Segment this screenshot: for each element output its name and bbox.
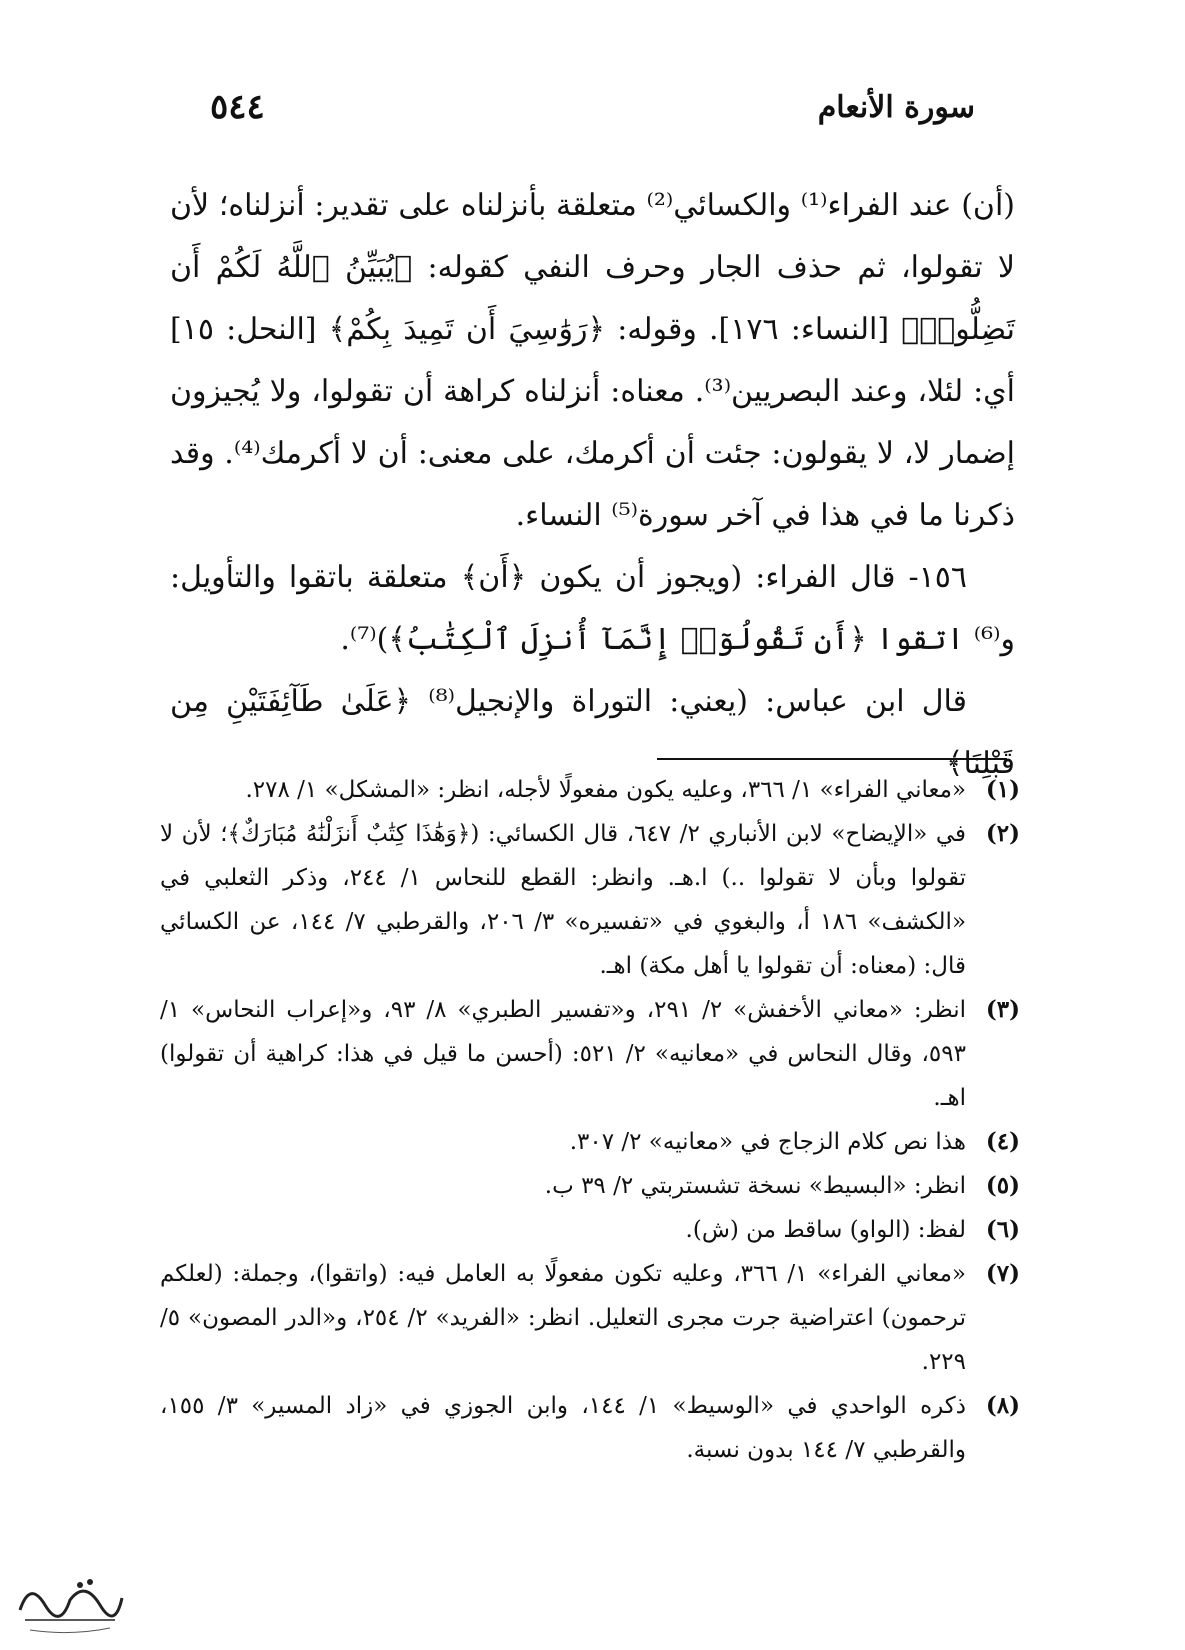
footnote-number: (٤) — [985, 1128, 1020, 1155]
page-number: ٥٤٤ — [210, 87, 265, 127]
main-paragraph: (أن) عند الفراء⁽¹⁾ والكسائي⁽²⁾ متعلقة بأنزلناه على تقدير: أنزلناه؛ لأن لا تقولوا، ثم حذف الجار وحرف النفي كقوله: ﴿يُبَيِّنُ ٱللَّهُ لَكُمْ أَن تَضِلُّوا۟﴾ [النساء: ١٧٦]. وقوله: ﴿رَوَٰسِيَ أَن تَمِيدَ بِكُمْ﴾ [النحل: ١٥] أي: لئلا، وعند البصريين⁽³⁾. معناه: أنزلناه كراهة أن تقولوا، ولا يُجيزون إضمار لا، لا يقولون: جئت أن أكرمك، على معنى: أن لا أكرمك⁽⁴⁾. وقد ذكرنا ما في هذا في آخر سورة⁽⁵⁾ النساء. — [170, 188, 1015, 533]
footnote-divider — [657, 758, 1007, 760]
footnote-number: (٢) — [985, 820, 1020, 847]
publisher-logo-icon — [10, 1560, 130, 1640]
footnote-text: في «الإيضاح» لابن الأنباري ٢/ ٦٤٧، قال الكسائي: (﴿وَهَٰذَا كِتَٰبٌ أَنزَلْنَٰهُ مُبَارَكٌ﴾؛ لأن لا تقولوا وبأن لا تقولوا ..) ا.هـ. وانظر: القطع للنحاس ١/ ٢٤٤، وذكر الثعلبي في «الكشف» ١٨٦ أ، والبغوي في «تفسيره» ٣/ ٢٠٦، والقرطبي ٧/ ١٤٤، عن الكسائي قال: (معناه: أن تقولوا يا أهل مكة) اهـ. — [160, 821, 967, 979]
footnotes — [160, 768, 1020, 1472]
footnote — [160, 768, 1020, 812]
footnote-number: (٣) — [985, 996, 1020, 1023]
footnote-number: (٧) — [985, 1260, 1020, 1287]
footnote — [160, 812, 1020, 988]
footnote-text: «معاني الفراء» ١/ ٣٦٦، وعليه تكون مفعولًا به العامل فيه: (واتقوا)، وجملة: (لعلكم ترحمون) اعتراضية جرت مجرى التعليل. انظر: «الفريد» ٢/ ٢٥٤، و«الدر المصون» ٥/ ٢٢٩. — [160, 1261, 967, 1375]
footnote-text: «معاني الفراء» ١/ ٣٦٦، وعليه يكون مفعولًا لأجله، انظر: «المشكل» ١/ ٢٧٨. — [245, 777, 966, 803]
footnote-text: هذا نص كلام الزجاج في «معانيه» ٢/ ٣٠٧. — [569, 1129, 966, 1155]
running-title: سورة الأنعام — [817, 89, 975, 125]
footnote — [160, 988, 1020, 1120]
footnote — [160, 1208, 1020, 1252]
main-text — [170, 175, 1015, 795]
footnote-text: انظر: «البسيط» نسخة تشستربتي ٢/ ٣٩ ب. — [544, 1173, 966, 1199]
footnote-text: ذكره الواحدي في «الوسيط» ١/ ١٤٤، وابن الجوزي في «زاد المسير» ٣/ ١٥٥، والقرطبي ٧/ ١٤٤ بدون نسبة. — [160, 1393, 967, 1463]
footnote — [160, 1384, 1020, 1472]
footnote-number: (٦) — [985, 1216, 1020, 1243]
footnote — [160, 1252, 1020, 1384]
main-paragraph: ١٥٦- قال الفراء: (ويجوز أن يكون ﴿أَن﴾ متعلقة باتقوا والتأويل: و⁽⁶⁾ اتقوا ﴿أَن تَقُولُوٓا۟ إِنَّمَآ أُنزِلَ ٱلْكِتَٰبُ﴾)⁽⁷⁾. — [170, 560, 1015, 657]
footnote-number: (٥) — [985, 1172, 1020, 1199]
footnote — [160, 1120, 1020, 1164]
footnote-text: لفظ: (الواو) ساقط من (ش). — [685, 1217, 966, 1243]
main-paragraph: قال ابن عباس: (يعني: التوراة والإنجيل⁽⁸⁾ ﴿عَلَىٰ طَآئِفَتَيْنِ مِن قَبْلِنَا﴾ — [170, 684, 1015, 781]
footnote-number: (١) — [985, 776, 1020, 803]
footnote-number: (٨) — [985, 1392, 1020, 1419]
footnote-text: انظر: «معاني الأخفش» ٢/ ٢٩١، و«تفسير الطبري» ٨/ ٩٣، و«إعراب النحاس» ١/ ٥٩٣، وقال النحاس في «معانيه» ٢/ ٥٢١: (أحسن ما قيل في هذا: كراهية أن تقولوا) اهـ. — [160, 997, 966, 1111]
footnote — [160, 1164, 1020, 1208]
page-header — [210, 82, 975, 132]
